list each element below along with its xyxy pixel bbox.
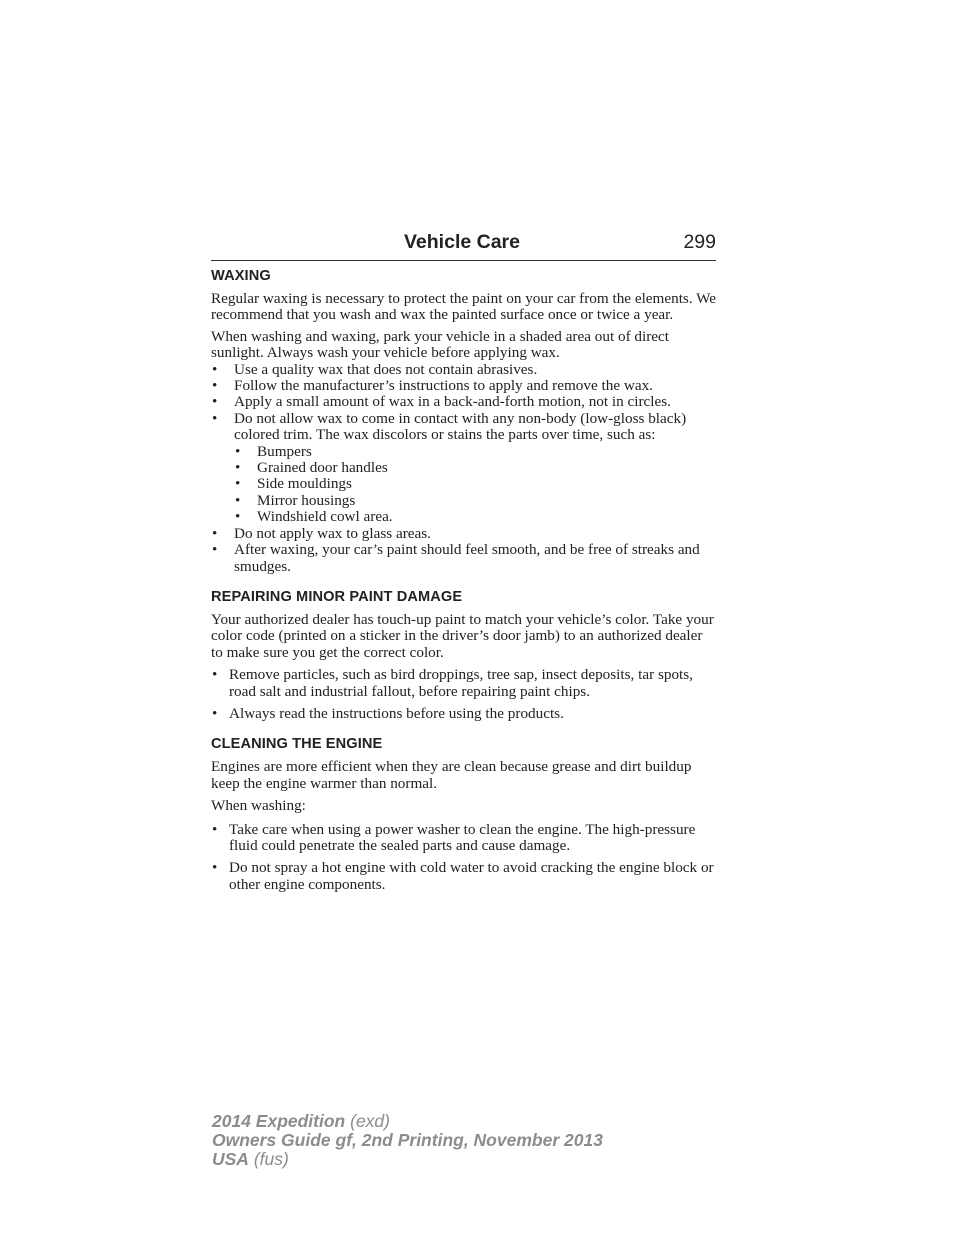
bullet-icon: • [212, 393, 218, 411]
bullet-list [211, 822, 716, 894]
list-item: • Follow the manufacturer’s instructions to apply and remove the wax. [212, 377, 653, 395]
bullet-list [211, 667, 716, 722]
list-item: • Take care when using a power washer to clean the engine. The high-pressure fluid could penetrate the sealed parts and cause damage. [212, 820, 696, 854]
bullet-icon: • [235, 475, 241, 493]
list-item: • Remove particles, such as bird droppings, tree sap, insect deposits, tar spots, road salt and industrial fallout, before repairing paint chips. [212, 666, 693, 700]
page-content [211, 268, 716, 899]
bullet-icon: • [212, 524, 218, 542]
list-item: • Windshield cowl area. [235, 508, 393, 526]
list-item: • Mirror housings [235, 491, 356, 509]
section-repairing-paint [211, 589, 716, 722]
page-header [211, 228, 716, 261]
footer-line-guide: Owners Guide gf, 2nd Printing, November 2013 [212, 1130, 603, 1151]
list-item: • Side mouldings [235, 475, 352, 493]
section-waxing [211, 268, 716, 575]
bullet-icon: • [212, 377, 218, 395]
list-item: • Grained door handles [235, 459, 388, 477]
paragraph: When washing: [211, 797, 306, 815]
bullet-icon: • [212, 409, 218, 427]
list-item: • Apply a small amount of wax in a back-and-forth motion, not in circles. [212, 393, 671, 411]
bullet-icon: • [235, 442, 241, 460]
sub-bullet-list [234, 444, 716, 526]
bullet-icon: • [235, 459, 241, 477]
list-item: • Bumpers [235, 442, 312, 460]
page-footer [212, 1112, 603, 1170]
bullet-icon: • [212, 360, 218, 378]
section-cleaning-engine [211, 736, 716, 893]
section-heading: REPAIRING MINOR PAINT DAMAGE [211, 588, 463, 605]
bullet-icon: • [212, 666, 218, 684]
paragraph: Your authorized dealer has touch-up paint to match your vehicle’s color. Take your color code (printed on a sticker in the driver’s door jamb) to an authorized dealer to make sure you get the correct color. [211, 610, 714, 661]
paragraph: Engines are more efficient when they are clean because grease and dirt buildup keep the engine warmer than normal. [211, 758, 692, 792]
list-item: • Always read the instructions before using the products. [212, 704, 564, 722]
page-title: Vehicle Care [404, 231, 520, 253]
bullet-icon: • [212, 820, 218, 838]
paragraph: Regular waxing is necessary to protect the paint on your car from the elements. We recommend that you wash and wax the painted surface once or twice a year. [211, 290, 717, 324]
bullet-list [211, 362, 716, 575]
footer-line-model: 2014 Expedition (exd) [212, 1111, 390, 1131]
bullet-icon: • [212, 704, 218, 722]
list-item: • After waxing, your car’s paint should feel smooth, and be free of streaks and smudges. [212, 541, 700, 575]
list-item: • Do not allow wax to come in contact with any non-body (low-gloss black) colored trim. The wax discolors or stains the parts over time, such as: • Bumpers • Grained door handles • Side mouldings • Mirror housings • Windshield cowl area. [211, 411, 716, 526]
bullet-icon: • [235, 491, 241, 509]
footer-line-market: USA (fus) [212, 1149, 289, 1170]
section-heading: CLEANING THE ENGINE [211, 736, 383, 753]
paragraph: When washing and waxing, park your vehicle in a shaded area out of direct sunlight. Always wash your vehicle before applying wax. [211, 327, 669, 362]
bullet-icon: • [212, 541, 218, 559]
list-item: • Do not spray a hot engine with cold water to avoid cracking the engine block or other engine components. [212, 859, 714, 893]
list-item: • Use a quality wax that does not contain abrasives. [212, 360, 538, 378]
list-item: • Do not apply wax to glass areas. [212, 524, 431, 542]
bullet-icon: • [235, 508, 241, 526]
section-heading: WAXING [211, 268, 271, 284]
page-number: 299 [683, 231, 716, 253]
bullet-icon: • [212, 859, 218, 877]
